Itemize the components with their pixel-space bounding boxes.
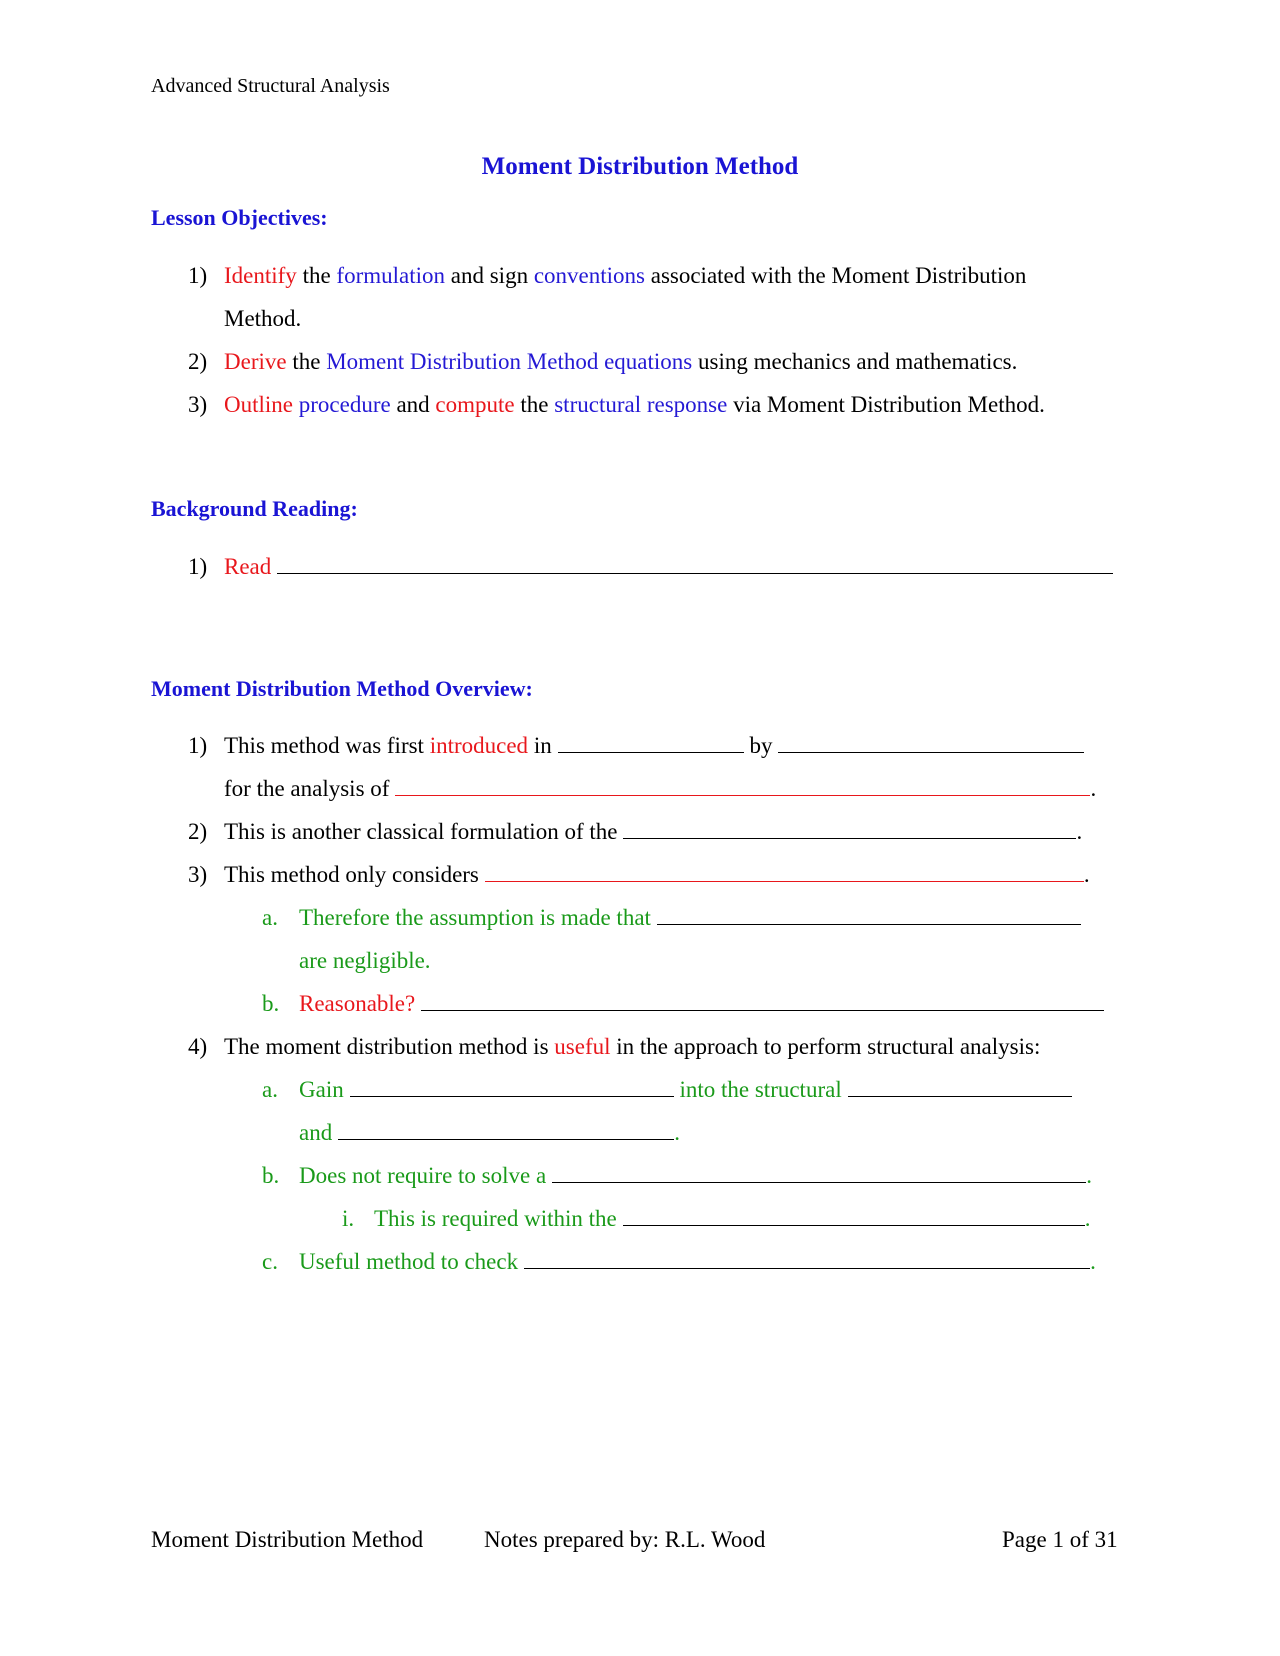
item-number: 1) [188, 554, 208, 579]
fill-in-blank[interactable] [350, 1095, 674, 1097]
fill-in-blank[interactable] [623, 837, 1076, 839]
item-number: 2) [188, 349, 208, 374]
fill-in-blank[interactable] [552, 1181, 1086, 1183]
item-number: 3) [188, 392, 208, 417]
fill-in-blank[interactable] [421, 1009, 1104, 1011]
reading-heading: Background Reading: [151, 496, 358, 521]
fill-in-blank[interactable] [485, 880, 1084, 882]
item-text: Derive the Moment Distribution Method equations using mechanics and mathematics. [224, 349, 1018, 374]
objectives-heading: Lesson Objectives: [151, 205, 328, 230]
fill-in-blank[interactable] [848, 1095, 1072, 1097]
item-text: Identify the formulation and sign conventions associated with the Moment Distribution [224, 263, 1027, 288]
fill-in-blank[interactable] [657, 923, 1081, 925]
item-text: Outline procedure and compute the structural response via Moment Distribution Method. [224, 392, 1045, 417]
fill-in-blank[interactable] [558, 751, 744, 753]
running-header: Advanced Structural Analysis [151, 75, 390, 97]
item-number: 1) [188, 263, 208, 288]
fill-in-blank[interactable] [623, 1224, 1085, 1226]
footer-title: Moment Distribution Method [151, 1527, 424, 1552]
page-title: Moment Distribution Method [481, 153, 799, 180]
footer-author: Notes prepared by: R.L. Wood [484, 1527, 766, 1552]
fill-in-blank[interactable] [524, 1267, 1090, 1269]
fill-in-blank[interactable] [395, 794, 1090, 796]
fill-in-blank[interactable] [778, 751, 1084, 753]
fill-in-blank[interactable] [338, 1138, 674, 1140]
overview-heading: Moment Distribution Method Overview: [151, 676, 533, 701]
fill-in-blank[interactable] [277, 572, 1113, 574]
footer-page-number: Page 1 of 31 [1002, 1527, 1118, 1552]
